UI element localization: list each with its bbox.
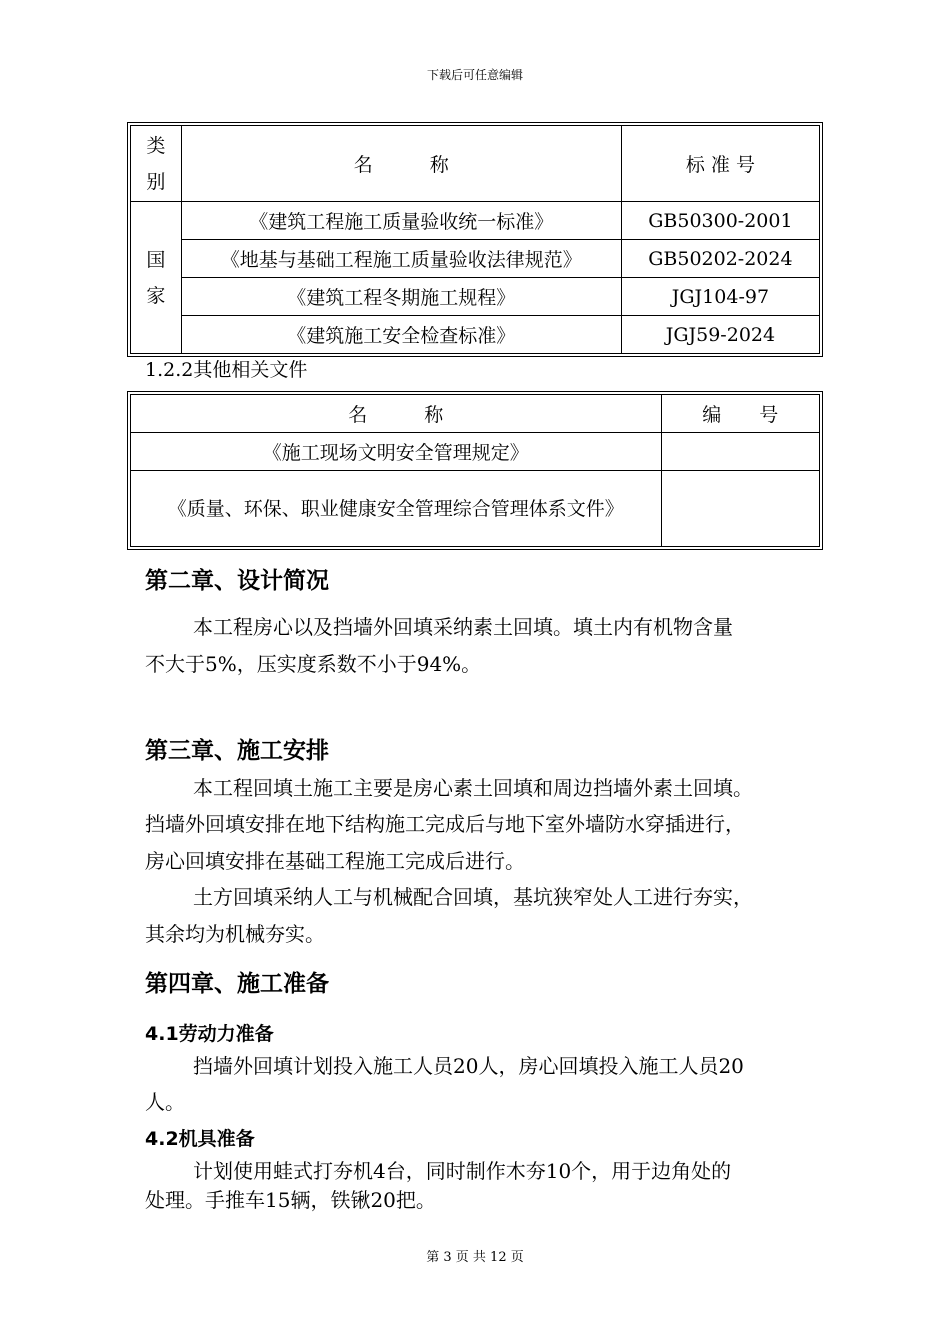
paragraph-line: 计划使用蛙式打夯机4台，同时制作木夯10个，用于边角处的 xyxy=(193,1159,732,1183)
table-header-row xyxy=(131,395,820,433)
standards-table-wrap xyxy=(130,125,820,354)
chapter-title: 第四章、施工准备 xyxy=(145,971,329,997)
paragraph-line: 其余均为机械夯实。 xyxy=(145,922,325,946)
table-row xyxy=(131,202,820,240)
standard-name: 《建筑施工安全检查标准》 xyxy=(181,316,621,354)
documents-table-wrap xyxy=(130,394,820,547)
table-row xyxy=(131,433,820,471)
paragraph-line: 处理。手推车15辆，铁锹20把。 xyxy=(145,1188,436,1212)
category-header: 类 别 xyxy=(131,126,182,202)
table-row xyxy=(131,471,820,547)
paragraph-line: 本工程回填土施工主要是房心素土回填和周边挡墙外素土回填。 xyxy=(193,776,753,800)
standard-name: 《建筑工程施工质量验收统一标准》 xyxy=(181,202,621,240)
table-row xyxy=(131,240,820,278)
document-name: 《质量、环保、职业健康安全管理综合管理体系文件》 xyxy=(131,471,662,547)
standard-code: GB50202-2024 xyxy=(621,240,819,278)
standard-name: 《建筑工程冬期施工规程》 xyxy=(181,278,621,316)
table-header-row xyxy=(131,126,820,202)
name-header: 名 称 xyxy=(131,395,662,433)
table-row xyxy=(131,316,820,354)
code-header: 编 号 xyxy=(661,395,819,433)
paragraph-line: 挡墙外回填计划投入施工人员20人，房心回填投入施工人员20 xyxy=(193,1054,744,1078)
standards-table xyxy=(130,125,820,354)
standard-code: JGJ59-2024 xyxy=(621,316,819,354)
section-heading: 4.1劳动力准备 xyxy=(145,1023,274,1045)
chapter-title: 第三章、施工安排 xyxy=(145,738,329,764)
table-row xyxy=(131,278,820,316)
page-header: 下载后可任意编辑 xyxy=(426,68,523,82)
page-footer: 第 3 页 共 12 页 xyxy=(426,1250,524,1265)
section-heading: 4.2机具准备 xyxy=(145,1128,255,1150)
code-header: 标 准 号 xyxy=(621,126,819,202)
section-heading: 1.2.2其他相关文件 xyxy=(145,359,308,381)
paragraph-line: 不大于5%，压实度系数不小于94%。 xyxy=(145,652,482,676)
documents-table xyxy=(130,394,820,547)
paragraph-line: 房心回填安排在基础工程施工完成后进行。 xyxy=(145,849,525,873)
standard-code: JGJ104-97 xyxy=(621,278,819,316)
category-cell: 国 家 xyxy=(131,202,182,354)
document-code xyxy=(661,433,819,471)
document-code xyxy=(661,471,819,547)
standard-code: GB50300-2001 xyxy=(621,202,819,240)
chapter-title: 第二章、设计简况 xyxy=(145,568,329,594)
name-header: 名 称 xyxy=(181,126,621,202)
paragraph-line: 人。 xyxy=(145,1090,185,1114)
document-name: 《施工现场文明安全管理规定》 xyxy=(131,433,662,471)
standard-name: 《地基与基础工程施工质量验收法律规范》 xyxy=(181,240,621,278)
paragraph-line: 土方回填采纳人工与机械配合回填，基坑狭窄处人工进行夯实， xyxy=(193,885,753,909)
paragraph-line: 挡墙外回填安排在地下结构施工完成后与地下室外墙防水穿插进行， xyxy=(145,812,745,836)
paragraph-line: 本工程房心以及挡墙外回填采纳素土回填。填土内有机物含量 xyxy=(193,615,733,639)
